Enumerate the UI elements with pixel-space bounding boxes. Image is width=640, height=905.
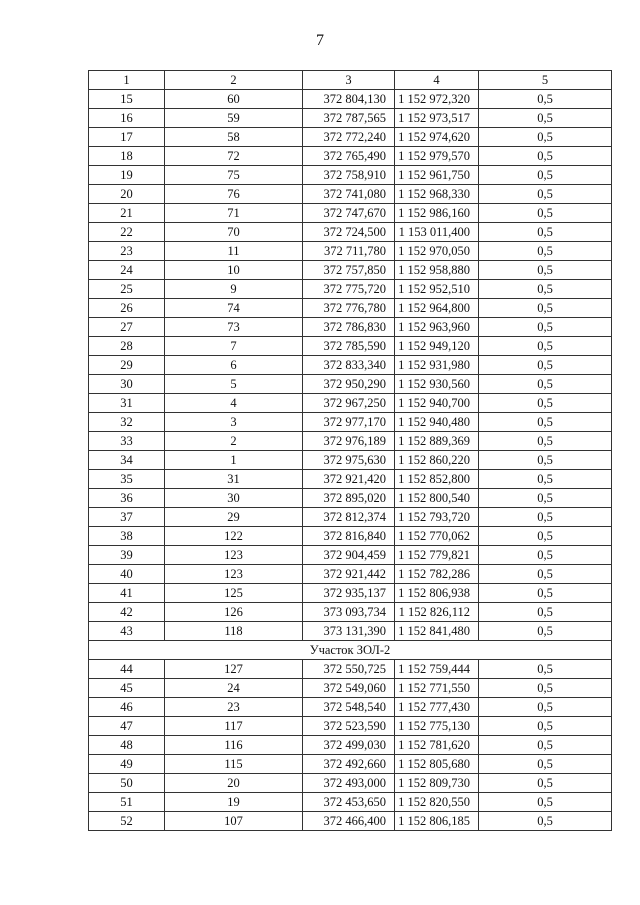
- point-number-cell: 60: [165, 90, 303, 109]
- point-number-cell: 2: [165, 432, 303, 451]
- point-number-cell: 20: [165, 774, 303, 793]
- table-row: [89, 223, 612, 242]
- accuracy-cell: 0,5: [479, 584, 612, 603]
- table-row: [89, 204, 612, 223]
- table-row: [89, 128, 612, 147]
- table-row: [89, 698, 612, 717]
- accuracy-cell: 0,5: [479, 470, 612, 489]
- coordinate-y-cell: 1 152 964,800: [395, 299, 479, 318]
- row-number-cell: 15: [89, 90, 165, 109]
- coordinate-y-cell: 1 152 958,880: [395, 261, 479, 280]
- coordinate-x-cell: 372 741,080: [303, 185, 395, 204]
- header-cell: 5: [479, 71, 612, 90]
- coordinate-y-cell: 1 152 770,062: [395, 527, 479, 546]
- table-row: [89, 527, 612, 546]
- coordinate-x-cell: 373 131,390: [303, 622, 395, 641]
- row-number-cell: 51: [89, 793, 165, 812]
- coordinate-y-cell: 1 152 793,720: [395, 508, 479, 527]
- row-number-cell: 46: [89, 698, 165, 717]
- table-row: [89, 109, 612, 128]
- coordinate-x-cell: 372 967,250: [303, 394, 395, 413]
- point-number-cell: 125: [165, 584, 303, 603]
- table-row: [89, 812, 612, 831]
- accuracy-cell: 0,5: [479, 546, 612, 565]
- row-number-cell: 43: [89, 622, 165, 641]
- accuracy-cell: 0,5: [479, 204, 612, 223]
- point-number-cell: 76: [165, 185, 303, 204]
- accuracy-cell: 0,5: [479, 128, 612, 147]
- coordinate-y-cell: 1 152 826,112: [395, 603, 479, 622]
- coordinate-y-cell: 1 152 781,620: [395, 736, 479, 755]
- table-row: [89, 546, 612, 565]
- row-number-cell: 48: [89, 736, 165, 755]
- accuracy-cell: 0,5: [479, 242, 612, 261]
- row-number-cell: 21: [89, 204, 165, 223]
- row-number-cell: 20: [89, 185, 165, 204]
- row-number-cell: 42: [89, 603, 165, 622]
- coordinate-y-cell: 1 152 759,444: [395, 660, 479, 679]
- section-row: [89, 641, 612, 660]
- table-row: [89, 147, 612, 166]
- table-row: [89, 774, 612, 793]
- section-label: Участок ЗОЛ-2: [89, 641, 612, 660]
- row-number-cell: 23: [89, 242, 165, 261]
- coordinate-y-cell: 1 152 970,050: [395, 242, 479, 261]
- coordinate-x-cell: 372 453,650: [303, 793, 395, 812]
- row-number-cell: 41: [89, 584, 165, 603]
- row-number-cell: 33: [89, 432, 165, 451]
- accuracy-cell: 0,5: [479, 90, 612, 109]
- header-cell: 4: [395, 71, 479, 90]
- table-row: [89, 356, 612, 375]
- table-row: [89, 565, 612, 584]
- accuracy-cell: 0,5: [479, 774, 612, 793]
- point-number-cell: 9: [165, 280, 303, 299]
- point-number-cell: 74: [165, 299, 303, 318]
- row-number-cell: 18: [89, 147, 165, 166]
- point-number-cell: 24: [165, 679, 303, 698]
- point-number-cell: 117: [165, 717, 303, 736]
- accuracy-cell: 0,5: [479, 166, 612, 185]
- coordinate-x-cell: 372 711,780: [303, 242, 395, 261]
- point-number-cell: 123: [165, 565, 303, 584]
- coordinate-x-cell: 372 493,000: [303, 774, 395, 793]
- row-number-cell: 29: [89, 356, 165, 375]
- accuracy-cell: 0,5: [479, 793, 612, 812]
- row-number-cell: 25: [89, 280, 165, 299]
- point-number-cell: 107: [165, 812, 303, 831]
- coordinate-y-cell: 1 152 860,220: [395, 451, 479, 470]
- accuracy-cell: 0,5: [479, 223, 612, 242]
- point-number-cell: 70: [165, 223, 303, 242]
- accuracy-cell: 0,5: [479, 679, 612, 698]
- point-number-cell: 31: [165, 470, 303, 489]
- row-number-cell: 30: [89, 375, 165, 394]
- coordinate-x-cell: 372 548,540: [303, 698, 395, 717]
- coordinate-y-cell: 1 152 820,550: [395, 793, 479, 812]
- point-number-cell: 3: [165, 413, 303, 432]
- accuracy-cell: 0,5: [479, 660, 612, 679]
- row-number-cell: 16: [89, 109, 165, 128]
- table-row: [89, 375, 612, 394]
- accuracy-cell: 0,5: [479, 109, 612, 128]
- accuracy-cell: 0,5: [479, 280, 612, 299]
- row-number-cell: 26: [89, 299, 165, 318]
- accuracy-cell: 0,5: [479, 717, 612, 736]
- coordinate-y-cell: 1 152 889,369: [395, 432, 479, 451]
- coordinate-x-cell: 372 549,060: [303, 679, 395, 698]
- point-number-cell: 7: [165, 337, 303, 356]
- point-number-cell: 73: [165, 318, 303, 337]
- coordinate-x-cell: 372 492,660: [303, 755, 395, 774]
- row-number-cell: 31: [89, 394, 165, 413]
- accuracy-cell: 0,5: [479, 299, 612, 318]
- table-row: [89, 717, 612, 736]
- point-number-cell: 4: [165, 394, 303, 413]
- accuracy-cell: 0,5: [479, 318, 612, 337]
- coordinate-x-cell: 372 758,910: [303, 166, 395, 185]
- coordinate-y-cell: 1 152 963,960: [395, 318, 479, 337]
- table-row: [89, 660, 612, 679]
- table-row: [89, 584, 612, 603]
- point-number-cell: 29: [165, 508, 303, 527]
- coordinate-x-cell: 372 499,030: [303, 736, 395, 755]
- accuracy-cell: 0,5: [479, 185, 612, 204]
- coordinate-x-cell: 372 466,400: [303, 812, 395, 831]
- row-number-cell: 47: [89, 717, 165, 736]
- row-number-cell: 22: [89, 223, 165, 242]
- table-row: [89, 679, 612, 698]
- accuracy-cell: 0,5: [479, 508, 612, 527]
- row-number-cell: 39: [89, 546, 165, 565]
- accuracy-cell: 0,5: [479, 413, 612, 432]
- coordinate-x-cell: 372 786,830: [303, 318, 395, 337]
- header-cell: 1: [89, 71, 165, 90]
- row-number-cell: 37: [89, 508, 165, 527]
- table-row: [89, 793, 612, 812]
- accuracy-cell: 0,5: [479, 147, 612, 166]
- coordinate-x-cell: 372 976,189: [303, 432, 395, 451]
- coordinate-x-cell: 372 895,020: [303, 489, 395, 508]
- coordinate-y-cell: 1 152 771,550: [395, 679, 479, 698]
- accuracy-cell: 0,5: [479, 736, 612, 755]
- point-number-cell: 19: [165, 793, 303, 812]
- table-row: [89, 489, 612, 508]
- coordinate-y-cell: 1 152 800,540: [395, 489, 479, 508]
- coordinate-y-cell: 1 152 852,800: [395, 470, 479, 489]
- coordinate-y-cell: 1 152 775,130: [395, 717, 479, 736]
- accuracy-cell: 0,5: [479, 603, 612, 622]
- coordinate-y-cell: 1 152 973,517: [395, 109, 479, 128]
- table-row: [89, 451, 612, 470]
- table-row: [89, 755, 612, 774]
- point-number-cell: 116: [165, 736, 303, 755]
- accuracy-cell: 0,5: [479, 489, 612, 508]
- coordinate-x-cell: 372 765,490: [303, 147, 395, 166]
- table-row: [89, 470, 612, 489]
- accuracy-cell: 0,5: [479, 565, 612, 584]
- coordinate-x-cell: 372 904,459: [303, 546, 395, 565]
- point-number-cell: 5: [165, 375, 303, 394]
- accuracy-cell: 0,5: [479, 622, 612, 641]
- table-row: [89, 432, 612, 451]
- coordinate-x-cell: 372 724,500: [303, 223, 395, 242]
- row-number-cell: 28: [89, 337, 165, 356]
- point-number-cell: 122: [165, 527, 303, 546]
- coordinate-y-cell: 1 152 961,750: [395, 166, 479, 185]
- row-number-cell: 24: [89, 261, 165, 280]
- coordinate-y-cell: 1 152 782,286: [395, 565, 479, 584]
- coordinate-y-cell: 1 152 931,980: [395, 356, 479, 375]
- coordinate-x-cell: 372 977,170: [303, 413, 395, 432]
- table-row: [89, 185, 612, 204]
- coordinates-table-body: [89, 71, 612, 831]
- point-number-cell: 6: [165, 356, 303, 375]
- coordinate-x-cell: 372 975,630: [303, 451, 395, 470]
- coordinate-y-cell: 1 152 779,821: [395, 546, 479, 565]
- table-row: [89, 622, 612, 641]
- coordinate-x-cell: 372 812,374: [303, 508, 395, 527]
- coordinate-x-cell: 372 816,840: [303, 527, 395, 546]
- coordinate-y-cell: 1 152 940,700: [395, 394, 479, 413]
- table-row: [89, 413, 612, 432]
- coordinate-x-cell: 372 785,590: [303, 337, 395, 356]
- row-number-cell: 35: [89, 470, 165, 489]
- coordinate-y-cell: 1 152 806,185: [395, 812, 479, 831]
- coordinate-x-cell: 372 523,590: [303, 717, 395, 736]
- row-number-cell: 40: [89, 565, 165, 584]
- point-number-cell: 30: [165, 489, 303, 508]
- row-number-cell: 38: [89, 527, 165, 546]
- point-number-cell: 115: [165, 755, 303, 774]
- point-number-cell: 11: [165, 242, 303, 261]
- coordinate-y-cell: 1 152 806,938: [395, 584, 479, 603]
- coordinate-x-cell: 372 935,137: [303, 584, 395, 603]
- coordinate-x-cell: 372 921,420: [303, 470, 395, 489]
- point-number-cell: 58: [165, 128, 303, 147]
- coordinate-x-cell: 372 775,720: [303, 280, 395, 299]
- table-row: [89, 90, 612, 109]
- table-row: [89, 394, 612, 413]
- header-cell: 2: [165, 71, 303, 90]
- row-number-cell: 17: [89, 128, 165, 147]
- coordinate-y-cell: 1 152 809,730: [395, 774, 479, 793]
- coordinate-y-cell: 1 152 841,480: [395, 622, 479, 641]
- accuracy-cell: 0,5: [479, 451, 612, 470]
- coordinate-y-cell: 1 152 968,330: [395, 185, 479, 204]
- table-row: [89, 166, 612, 185]
- point-number-cell: 127: [165, 660, 303, 679]
- header-row: [89, 71, 612, 90]
- row-number-cell: 49: [89, 755, 165, 774]
- coordinate-x-cell: 372 772,240: [303, 128, 395, 147]
- row-number-cell: 27: [89, 318, 165, 337]
- coordinate-x-cell: 372 804,130: [303, 90, 395, 109]
- row-number-cell: 44: [89, 660, 165, 679]
- table-row: [89, 603, 612, 622]
- row-number-cell: 34: [89, 451, 165, 470]
- point-number-cell: 118: [165, 622, 303, 641]
- accuracy-cell: 0,5: [479, 394, 612, 413]
- table-row: [89, 318, 612, 337]
- row-number-cell: 36: [89, 489, 165, 508]
- table-row: [89, 299, 612, 318]
- point-number-cell: 1: [165, 451, 303, 470]
- accuracy-cell: 0,5: [479, 698, 612, 717]
- coordinate-x-cell: 372 550,725: [303, 660, 395, 679]
- point-number-cell: 72: [165, 147, 303, 166]
- row-number-cell: 52: [89, 812, 165, 831]
- coordinate-y-cell: 1 152 930,560: [395, 375, 479, 394]
- coordinate-y-cell: 1 153 011,400: [395, 223, 479, 242]
- table-row: [89, 736, 612, 755]
- accuracy-cell: 0,5: [479, 375, 612, 394]
- coordinate-y-cell: 1 152 986,160: [395, 204, 479, 223]
- coordinate-y-cell: 1 152 777,430: [395, 698, 479, 717]
- table-row: [89, 242, 612, 261]
- coordinate-y-cell: 1 152 972,320: [395, 90, 479, 109]
- row-number-cell: 19: [89, 166, 165, 185]
- table-row: [89, 280, 612, 299]
- coordinate-y-cell: 1 152 952,510: [395, 280, 479, 299]
- coordinate-y-cell: 1 152 974,620: [395, 128, 479, 147]
- coordinate-y-cell: 1 152 979,570: [395, 147, 479, 166]
- coordinate-x-cell: 372 921,442: [303, 565, 395, 584]
- row-number-cell: 50: [89, 774, 165, 793]
- point-number-cell: 126: [165, 603, 303, 622]
- point-number-cell: 10: [165, 261, 303, 280]
- coordinates-table: [88, 70, 612, 831]
- point-number-cell: 123: [165, 546, 303, 565]
- coordinate-x-cell: 372 950,290: [303, 375, 395, 394]
- coordinate-y-cell: 1 152 805,680: [395, 755, 479, 774]
- table-row: [89, 261, 612, 280]
- coordinate-y-cell: 1 152 940,480: [395, 413, 479, 432]
- page-number: 7: [316, 32, 324, 49]
- coordinate-x-cell: 372 776,780: [303, 299, 395, 318]
- point-number-cell: 59: [165, 109, 303, 128]
- coordinate-x-cell: 372 787,565: [303, 109, 395, 128]
- accuracy-cell: 0,5: [479, 812, 612, 831]
- accuracy-cell: 0,5: [479, 356, 612, 375]
- table-row: [89, 337, 612, 356]
- header-cell: 3: [303, 71, 395, 90]
- coordinate-x-cell: 372 757,850: [303, 261, 395, 280]
- coordinate-x-cell: 373 093,734: [303, 603, 395, 622]
- coordinate-x-cell: 372 833,340: [303, 356, 395, 375]
- point-number-cell: 71: [165, 204, 303, 223]
- row-number-cell: 32: [89, 413, 165, 432]
- coordinate-y-cell: 1 152 949,120: [395, 337, 479, 356]
- accuracy-cell: 0,5: [479, 261, 612, 280]
- accuracy-cell: 0,5: [479, 337, 612, 356]
- point-number-cell: 75: [165, 166, 303, 185]
- table-row: [89, 508, 612, 527]
- accuracy-cell: 0,5: [479, 432, 612, 451]
- accuracy-cell: 0,5: [479, 755, 612, 774]
- point-number-cell: 23: [165, 698, 303, 717]
- row-number-cell: 45: [89, 679, 165, 698]
- coordinate-x-cell: 372 747,670: [303, 204, 395, 223]
- accuracy-cell: 0,5: [479, 527, 612, 546]
